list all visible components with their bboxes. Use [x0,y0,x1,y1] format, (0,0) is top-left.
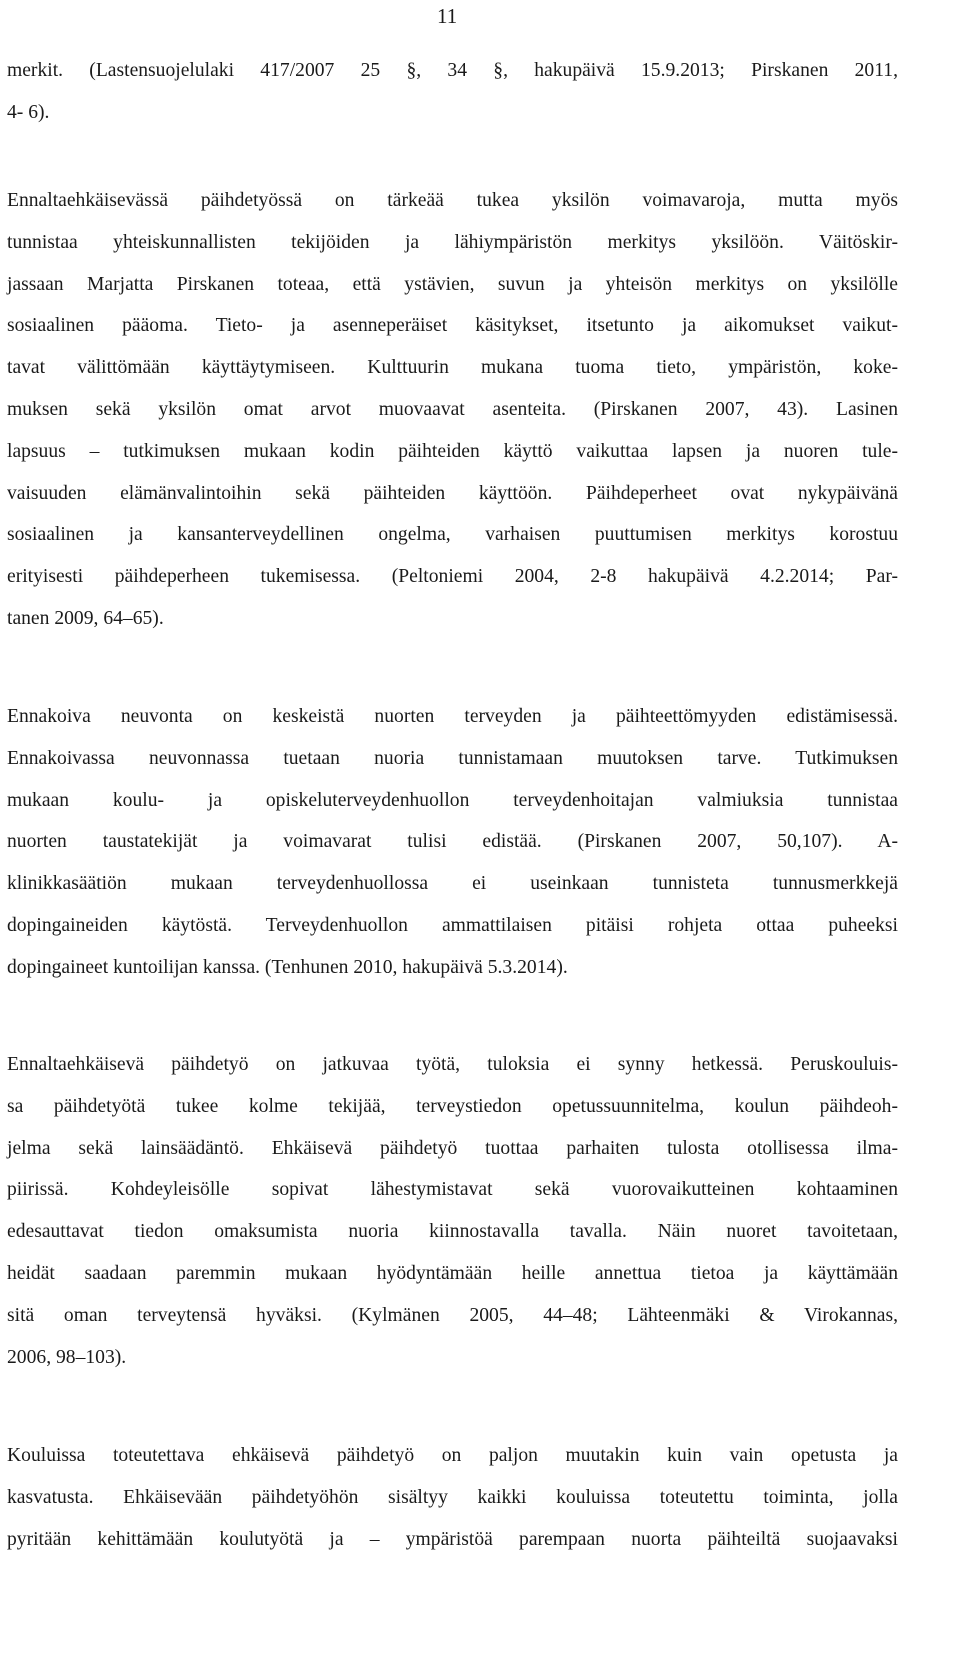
paragraph-1 [7,50,898,134]
text-line: pyritään kehittämään koulutyötä ja – ympäristöä parempaan nuorta päihteiltä suojaavaksi [7,1528,898,1550]
text-line: klinikkasäätiön mukaan terveydenhuollossa ei useinkaan tunnisteta tunnusmerkkejä [7,873,898,895]
text-line: lapsuus – tutkimuksen mukaan kodin päihteiden käyttö vaikuttaa lapsen ja nuoren tule- [7,440,898,462]
text-line: nuorten taustatekijät ja voimavarat tulisi edistää. (Pirskanen 2007, 50,107). A- [7,831,898,853]
text-line: dopingaineiden käytöstä. Terveydenhuollon ammattilaisen pitäisi rohjeta ottaa puheeksi [7,914,898,936]
text-line: sitä oman terveytensä hyväksi. (Kylmänen 2005, 44–48; Lähteenmäki & Virokannas, [7,1304,898,1326]
text-line: sa päihdetyötä tukee kolme tekijää, terveystiedon opetussuunnitelma, koulun päihdeoh- [7,1095,898,1117]
text-line: tanen 2009, 64–65). [7,607,164,629]
paragraph-2 [7,180,898,640]
text-line: sosiaalinen ja kansanterveydellinen ongelma, varhaisen puuttumisen merkitys korostuu [7,524,898,546]
text-line: Ennakoiva neuvonta on keskeistä nuorten terveyden ja päihteettömyyden edistämisessä. [7,706,898,727]
text-line: edesauttavat tiedon omaksumista nuoria kiinnostavalla tavalla. Näin nuoret tavoitetaan, [7,1221,898,1243]
text-line: Ennaltaehkäisevä päihdetyö on jatkuvaa työtä, tuloksia ei synny hetkessä. Peruskouluis- [7,1054,898,1075]
text-line: jassaan Marjatta Pirskanen toteaa, että ystävien, suvun ja yhteisön merkitys on yksilölle [7,273,898,295]
text-line: mukaan koulu- ja opiskeluterveydenhuollon terveydenhoitajan valmiuksia tunnistaa [7,789,898,811]
text-line: kasvatusta. Ehkäisevään päihdetyöhön sisältyy kaikki kouluissa toteutettu toiminta, jolla [7,1486,898,1508]
paragraph-4 [7,1044,898,1378]
page-number: 11 [437,4,458,28]
text-line: jelma sekä lainsäädäntö. Ehkäisevä päihdetyö tuottaa parhaiten tulosta otollisessa ilma- [7,1137,898,1159]
text-line: muksen sekä yksilön omat arvot muovaavat asenteita. (Pirskanen 2007, 43). Lasinen [7,398,898,420]
text-line: tunnistaa yhteiskunnallisten tekijöiden ja lähiympäristön merkitys yksilöön. Väitöskir- [7,231,898,253]
text-line: tavat välittömään käyttäytymiseen. Kulttuurin mukana tuoma tieto, ympäristön, koke- [7,357,898,379]
text-line: Ennaltaehkäisevässä päihdetyössä on tärkeää tukea yksilön voimavaroja, mutta myös [7,190,898,211]
paragraph-5 [7,1435,898,1560]
text-line: vaisuuden elämänvalintoihin sekä päihteiden käyttöön. Päihdeperheet ovat nykypäivänä [7,482,898,504]
text-line: 2006, 98–103). [7,1346,127,1368]
text-line: merkit. (Lastensuojelulaki 417/2007 25 §, 34 §, hakupäivä 15.9.2013; Pirskanen 2011, [7,60,898,81]
text-line: dopingaineet kuntoilijan kanssa. (Tenhunen 2010, hakupäivä 5.3.2014). [7,956,568,978]
text-line: 4- 6). [7,101,50,123]
text-line: Ennakoivassa neuvonnassa tuetaan nuoria tunnistamaan muutoksen tarve. Tutkimuksen [7,747,898,769]
text-line: sosiaalinen pääoma. Tieto- ja asenneperäiset käsitykset, itsetunto ja aikomukset vaikut- [7,315,898,337]
text-line: piirissä. Kohdeyleisölle sopivat lähestymistavat sekä vuorovaikutteinen kohtaaminen [7,1179,898,1201]
text-line: erityisesti päihdeperheen tukemisessa. (Peltoniemi 2004, 2-8 hakupäivä 4.2.2014; Par- [7,566,898,588]
text-line: Kouluissa toteutettava ehkäisevä päihdetyö on paljon muutakin kuin vain opetusta ja [7,1445,898,1466]
paragraph-3 [7,696,898,989]
text-line: heidät saadaan paremmin mukaan hyödyntämään heille annettua tietoa ja käyttämään [7,1262,898,1284]
